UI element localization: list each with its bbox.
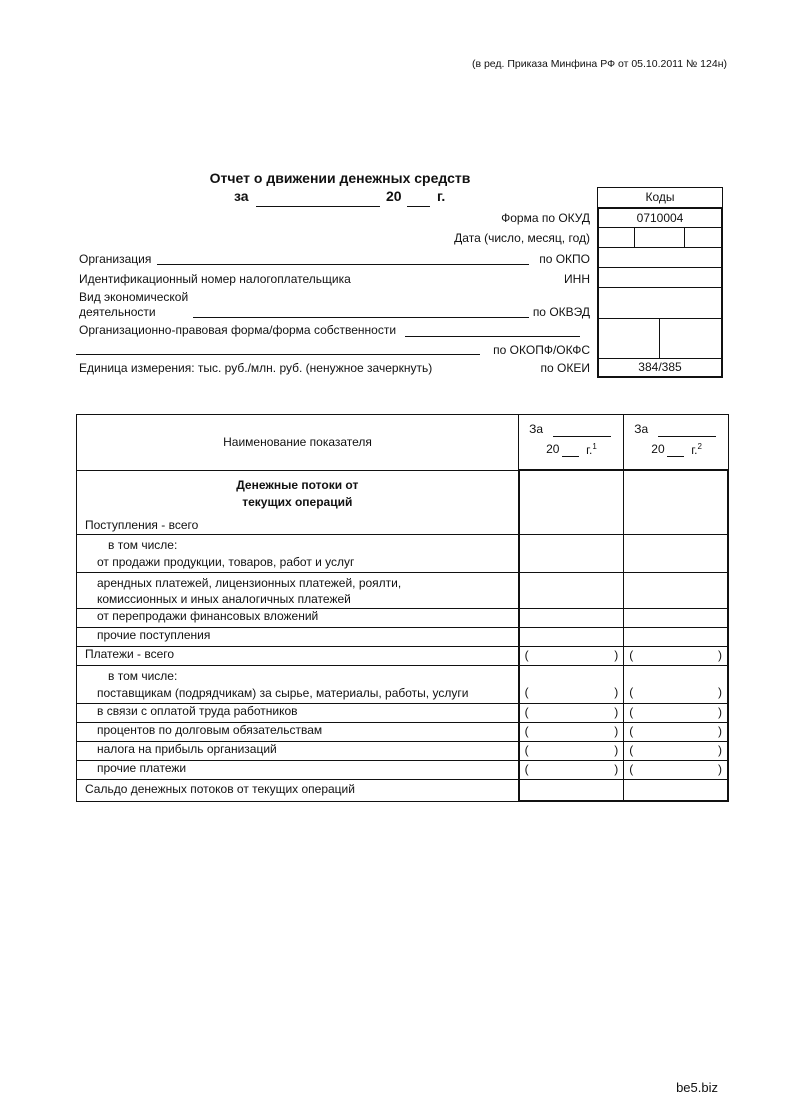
value-cell[interactable]: ( ) [519, 741, 624, 760]
footnote-1: 1 [592, 442, 597, 451]
value-cell[interactable]: ( ) [624, 665, 728, 703]
table-row [77, 703, 729, 722]
inn-full-label: Идентификационный номер налогоплательщика [79, 272, 351, 286]
okud-code: 0710004 [636, 211, 684, 225]
okud-label: Форма по ОКУД [501, 211, 590, 225]
okopf-cell[interactable] [599, 319, 659, 357]
legal-form-input-2[interactable] [76, 354, 480, 355]
row-label: налога на прибыль организаций [97, 741, 277, 756]
value-cell[interactable] [624, 627, 728, 646]
value-cell[interactable]: ( ) [624, 703, 728, 722]
date-label: Дата (число, месяц, год) [454, 231, 590, 245]
table-row [77, 760, 729, 779]
value-cell[interactable] [519, 572, 624, 608]
period-2-year-input[interactable] [667, 456, 684, 457]
value-cell[interactable] [519, 779, 624, 801]
org-label: Организация [79, 252, 152, 266]
value-cell[interactable] [519, 627, 624, 646]
period-2-input[interactable] [658, 436, 715, 437]
okei-code: 384/385 [638, 360, 682, 374]
value-cell[interactable] [519, 470, 624, 534]
value-cell[interactable]: ( ) [519, 646, 624, 665]
row-label: в том числе: [108, 668, 178, 683]
value-cell[interactable]: ( ) [624, 722, 728, 741]
activity-label-2: деятельности [79, 305, 156, 319]
report-title: Отчет о движении денежных средств [209, 170, 471, 186]
period-1-input[interactable] [553, 436, 611, 437]
inn-label: ИНН [564, 272, 590, 286]
col-period-1-header: За 20 г.$^1$ [519, 415, 624, 471]
value-cell[interactable] [519, 534, 624, 572]
period-input[interactable] [256, 206, 380, 207]
value-cell[interactable] [624, 779, 728, 801]
activity-input[interactable] [193, 317, 529, 318]
date-day-cell[interactable] [599, 228, 634, 246]
row-label: в том числе: [108, 537, 178, 552]
inn-cell[interactable] [599, 268, 721, 286]
date-year-cell[interactable] [686, 228, 721, 246]
okved-cell[interactable] [599, 288, 721, 318]
value-cell[interactable] [624, 470, 728, 534]
title-year-prefix: 20 [386, 188, 402, 204]
cash-flow-table [76, 414, 729, 802]
table-row [77, 470, 729, 534]
footnote-2: 2 [697, 442, 702, 451]
date-month-cell[interactable] [636, 228, 684, 246]
value-cell[interactable] [624, 572, 728, 608]
row-label: Поступления - всего [85, 517, 199, 532]
codes-header: Коды [597, 187, 723, 208]
table-row [77, 534, 729, 572]
edition-note: (в ред. Приказа Минфина РФ от 05.10.2011 № 124н) [471, 58, 727, 70]
value-cell[interactable] [624, 534, 728, 572]
table-row [77, 665, 729, 703]
row-label: прочие поступления [97, 627, 211, 642]
section-title-2: текущих операций [242, 494, 353, 509]
value-cell[interactable]: ( ) [624, 760, 728, 779]
okpo-label: по ОКПО [539, 252, 590, 266]
row-label: поставщикам (подрядчикам) за сырье, материалы, работы, услуги [97, 685, 469, 700]
value-cell[interactable]: ( ) [624, 646, 728, 665]
value-cell[interactable] [519, 608, 624, 627]
table-header-row [77, 415, 729, 471]
okpo-cell[interactable] [599, 248, 721, 266]
year-input[interactable] [407, 206, 430, 207]
table-row [77, 572, 729, 608]
table-row [77, 627, 729, 646]
table-row [77, 779, 729, 801]
table-row [77, 741, 729, 760]
okved-label: по ОКВЭД [532, 305, 590, 319]
row-label: Платежи - всего [85, 646, 175, 661]
row-label: от продажи продукции, товаров, работ и услуг [97, 554, 355, 569]
row-label: прочие платежи [97, 760, 187, 775]
value-cell[interactable]: ( ) [519, 722, 624, 741]
org-input[interactable] [157, 264, 529, 265]
table-row [77, 608, 729, 627]
table-row [77, 722, 729, 741]
value-cell[interactable]: ( ) [624, 741, 728, 760]
value-cell[interactable]: ( ) [519, 703, 624, 722]
title-za: за [234, 188, 249, 204]
col-period-2-header: За 20 г.$^2$ [624, 415, 728, 471]
legal-form-label: Организационно-правовая форма/форма собственности [79, 323, 397, 337]
row-label: арендных платежей, лицензионных платежей, роялти, [97, 575, 402, 590]
unit-label: Единица измерения: тыс. руб./млн. руб. (ненужное зачеркнуть) [79, 361, 433, 375]
okopf-label: по ОКОПФ/ОКФС [493, 343, 590, 357]
value-cell[interactable]: ( ) [519, 760, 624, 779]
activity-label-1: Вид экономической [79, 290, 189, 304]
value-cell[interactable]: ( ) [519, 665, 624, 703]
row-label: процентов по долговым обязательствам [97, 722, 323, 737]
okfs-cell[interactable] [661, 319, 721, 357]
section-title-1: Денежные потоки от [236, 477, 359, 492]
row-label: от перепродажи финансовых вложений [97, 608, 319, 623]
okei-label: по ОКЕИ [540, 361, 590, 375]
row-label: Сальдо денежных потоков от текущих операций [85, 781, 355, 796]
table-row [77, 646, 729, 665]
row-label: в связи с оплатой труда работников [97, 703, 298, 718]
footer-watermark: be5.biz [676, 1080, 718, 1095]
title-year-suffix: г. [437, 188, 446, 204]
legal-form-input[interactable] [405, 336, 580, 337]
value-cell[interactable] [624, 608, 728, 627]
row-label: комиссионных и иных аналогичных платежей [97, 591, 351, 606]
col-name-header: Наименование показателя [77, 415, 519, 471]
period-1-year-input[interactable] [562, 456, 579, 457]
